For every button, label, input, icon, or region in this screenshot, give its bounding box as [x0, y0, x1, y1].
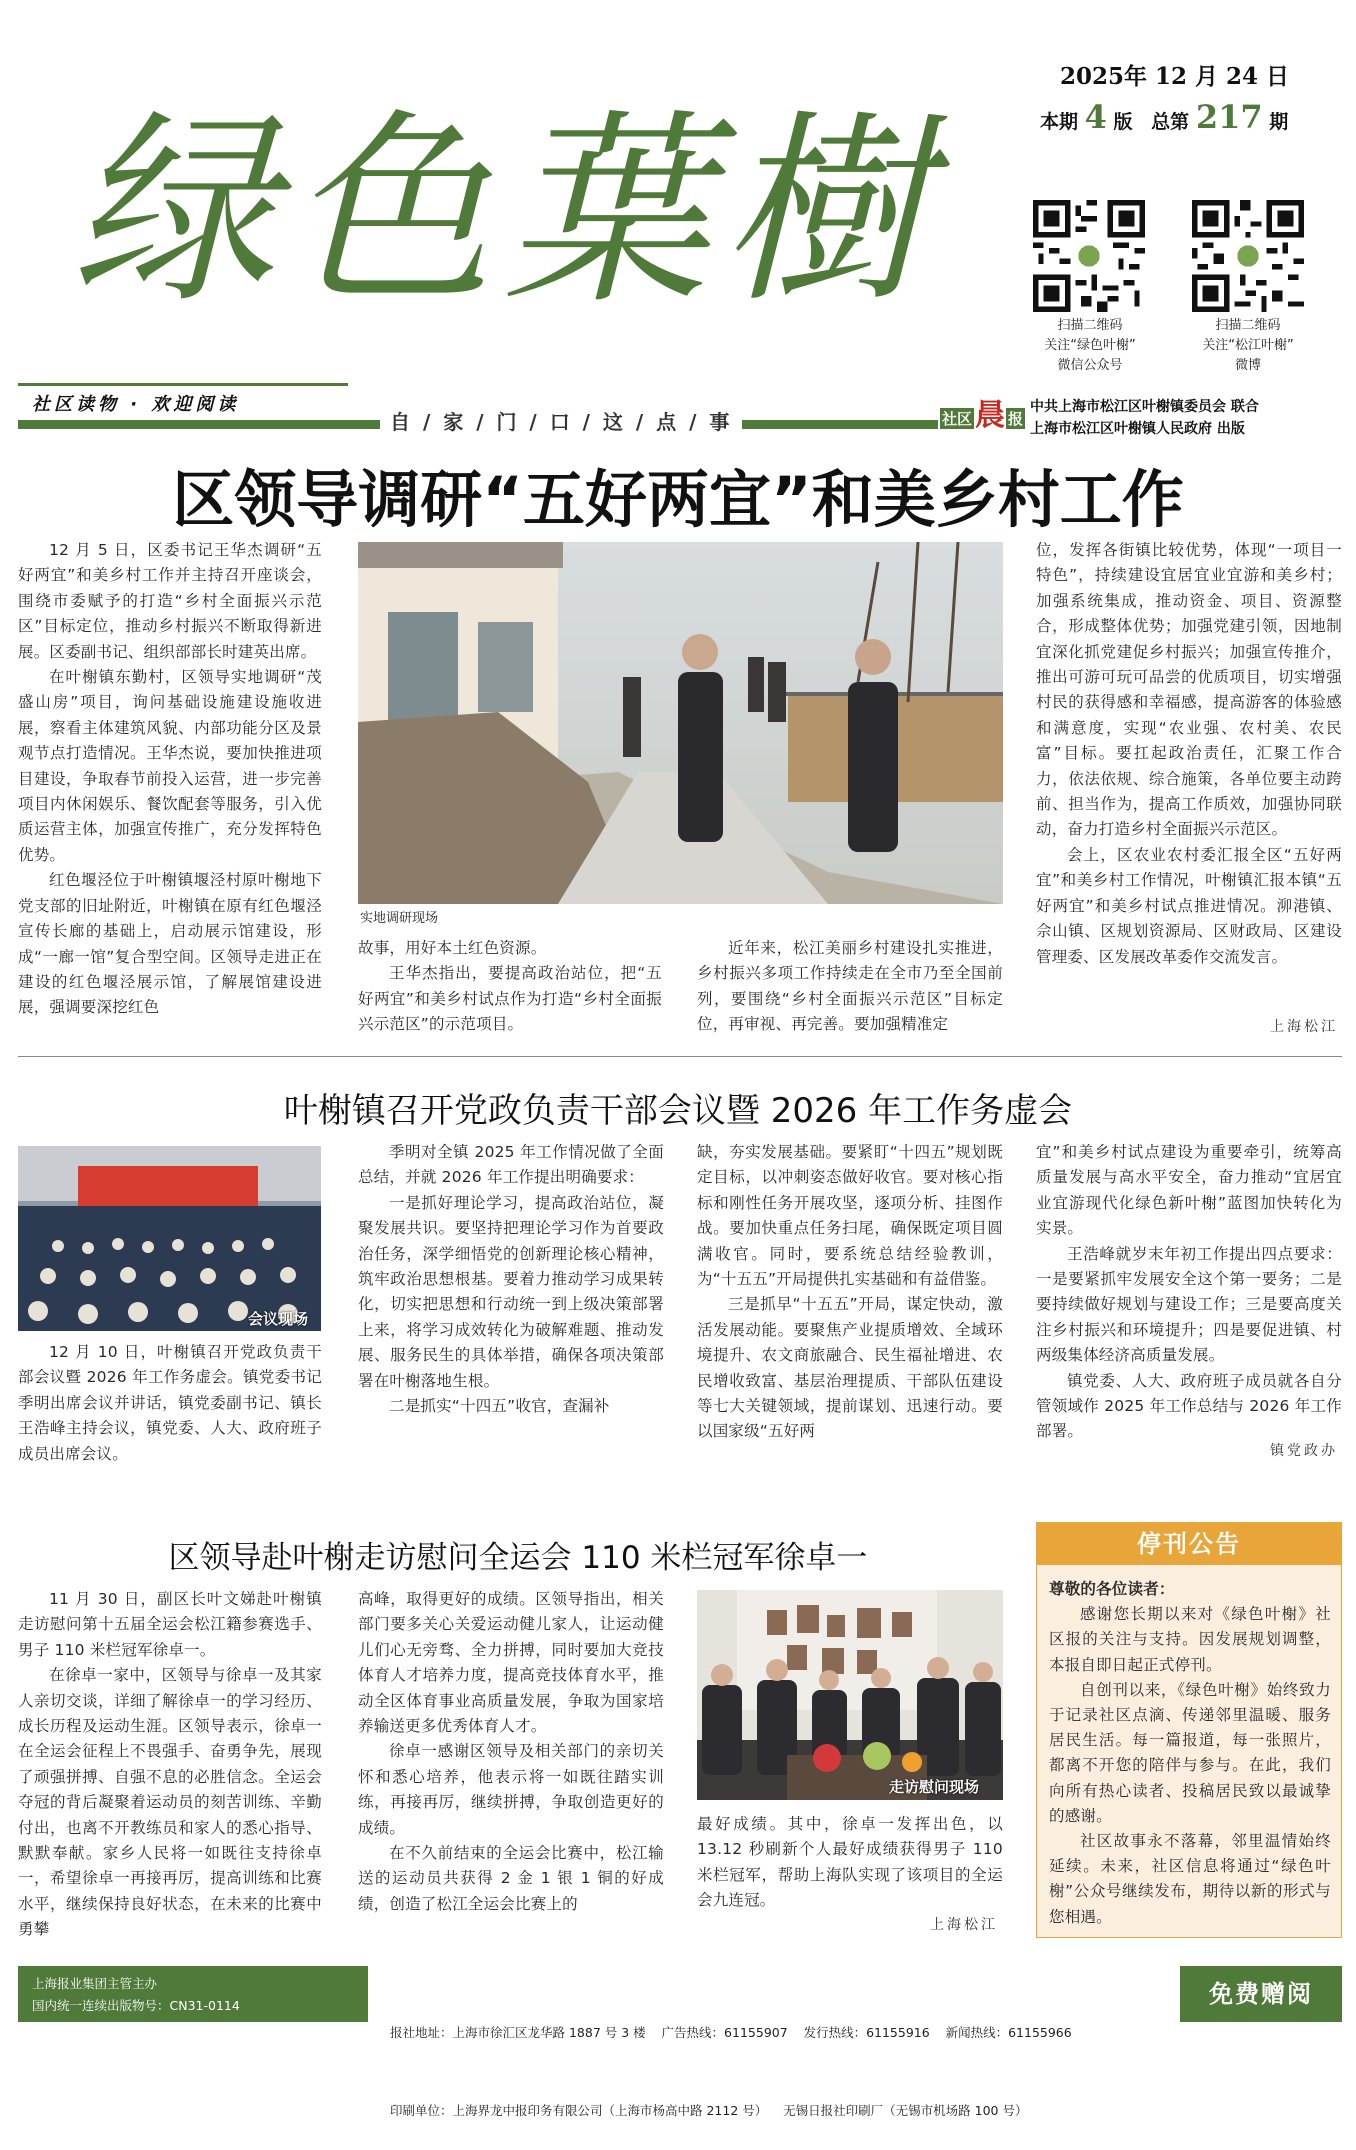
paragraph: 三是抓早“十五五”开局，谋定快动，激活发展动能。要聚焦产业提质增效、全域环境提升、农文商旅融合、民生福祉增进、农民增收致富、基层治理提质、干部队伍建设等七大关键领域，提前谋划、迅速行动。要以国家级“五好两: [697, 1295, 1003, 1441]
paragraph: 二是抓实“十四五”收官，查漏补: [389, 1397, 610, 1416]
paragraph: 近年来，松江美丽乡村建设扎实推进，乡村振兴多项工作持续走在全市乃至全国前列，要围绕“乡村全面振兴示范区”目标定位，再审视、再完善。要加强精准定: [697, 939, 1003, 1034]
paragraph: 故事，用好本土红色资源。: [358, 939, 547, 957]
footer-printer-line: 印刷单位：上海界龙中报印务有限公司（上海市杨高中路 2112 号） 无锡日报社印刷厂（无锡市机场路 100 号）: [390, 2103, 1028, 2118]
masthead-logo: [70, 92, 950, 322]
badge-b: 晨: [975, 398, 1005, 433]
qr-label-line: 微博: [1234, 358, 1261, 373]
paragraph: 在叶榭镇东勤村，区领导实地调研“茂盛山房”项目，询问基础设施建设施收进展，察看主体建筑风貌、内部功能分区及景观节点打造情况。王华杰说，要加快推进项目建设，争取春节前投入运营，进一步完善项目内休闲娱乐、餐饮配套等服务，引入优质运营主体，加强宣传推广，充分发挥特色优势。: [18, 668, 322, 864]
footer-address-line: 报社地址：上海市徐汇区龙华路 1887 号 3 楼 广告热线：61155907 发行热线：61155916 新闻热线：61155966: [390, 2025, 1072, 2040]
footer-left-line: 上海报业集团主管主办: [32, 1976, 158, 1991]
article3-col2: [358, 1587, 664, 1917]
issue-pages-unit: 版: [1113, 111, 1133, 133]
notice-greeting: 尊敬的各位读者：: [1049, 1580, 1175, 1598]
paragraph: 缺，夯实发展基础。要紧盯“十四五”规划既定目标，以冲刺姿态做好收官。要对核心指标和刚性任务开展攻坚，逐项分析、挂图作战。要加快重点任务扫尾，确保既定项目圆满收官。同时，要系统总结经验教训，为“十五五”开局提供扎实基础和有益借鉴。: [697, 1143, 1003, 1289]
article2-title: 叶榭镇召开党政负责干部会议暨 2026 年工作务虚会: [283, 1091, 1073, 1131]
article1-title: 区领导调研“五好两宜”和美乡村工作: [172, 463, 1184, 536]
divider: [18, 1056, 1342, 1057]
article2-col1: [18, 1340, 322, 1467]
footer-info: [390, 1968, 1072, 2150]
free-copy-label: 免费赠阅: [1209, 1979, 1313, 2008]
qr-label-line: 关注“绿色叶榭”: [1044, 338, 1136, 353]
badge-c: 报: [1008, 410, 1024, 428]
article1-photo: [358, 542, 1003, 904]
badge-a: 社区: [942, 410, 973, 428]
community-morning-badge: [940, 390, 1024, 434]
article3-col3: [697, 1812, 1003, 1914]
issue-total-unit: 期: [1269, 111, 1289, 133]
weibo-qr-code[interactable]: [1192, 200, 1304, 312]
article2-photo-caption: 会议现场: [248, 1310, 309, 1328]
paragraph: 高峰，取得更好的成绩。区领导指出，相关部门要多关心关爱运动健儿家人，让运动健儿们心无旁骛、全力拼搏，同时要加大竞技体育人才培养力度，提高竞技体育水平，推动全区体育事业高质量发展，争取为国家培养输送更多优秀体育人才。: [358, 1590, 664, 1736]
paragraph: 12 月 10 日，叶榭镇召开党政负责干部会议暨 2026 年工作务虚会。镇党委书记季明出席会议并讲话，镇党委副书记、镇长王浩峰主持会议，镇党委、人大、政府班子成员出席会议。: [18, 1343, 322, 1463]
publisher-line: 中共上海市松江区叶榭镇委员会 联合: [1030, 399, 1259, 415]
publisher: [1030, 396, 1259, 440]
issue-total: 217: [1195, 98, 1263, 136]
paragraph: 在徐卓一家中，区领导与徐卓一及其家人亲切交谈，详细了解徐卓一的学习经历、成长历程及运动生涯。区领导表示，徐卓一在全运会征程上不畏强手、奋勇争先，展现了顽强拼搏、自强不息的必胜信念。全运会夺冠的背后凝聚着运动员的刻苦训练、辛勤付出，也离不开教练员和家人的悉心指导、默默奉献。家乡人民将一如既往支持徐卓一，希望徐卓一再接再厉，提高训练和比赛水平，继续保持良好状态，在未来的比赛中勇攀: [18, 1666, 322, 1939]
article3-col1: [18, 1587, 322, 1943]
article1-photo-caption: 实地调研现场: [360, 911, 439, 926]
article1-col2: [358, 936, 662, 1038]
article1-source: 上海松江: [1270, 1019, 1338, 1035]
article3-title: 区领导赴叶榭走访慰问全运会 110 米栏冠军徐卓一: [168, 1540, 868, 1576]
paragraph: 季明对全镇 2025 年工作情况做了全面总结，并就 2026 年工作提出明确要求：: [358, 1143, 664, 1187]
article2-col2: [358, 1140, 664, 1419]
paragraph: 11 月 30 日，副区长叶文娣赴叶榭镇走访慰问第十五届全运会松江籍参赛选手、男子 110 米栏冠军徐卓一。: [18, 1590, 322, 1659]
paragraph: 12 月 5 日，区委书记王华杰调研“五好两宜”和美乡村工作并主持召开座谈会，围绕市委赋予的打造“乡村全面振兴示范区”目标定位，推动乡村振兴不断取得新进展。区委副书记、组织部部长时建英出席。: [18, 541, 322, 661]
article3-photo: [697, 1590, 1003, 1800]
notice-body: [1049, 1577, 1331, 1930]
paragraph: 红色堰泾位于叶榭镇堰泾村原叶榭地下党支部的旧址附近，叶榭镇在原有红色堰泾宣传长廊的基础上，启动展示馆建设，形成“一廊一馆”复合型空间。区领导走进正在建设的红色堰泾展示馆，了解展馆建设进展，强调要深挖红色: [18, 871, 322, 1017]
issue-total-prefix: 总第: [1151, 111, 1190, 133]
paragraph: 感谢您长期以来对《绿色叶榭》社区报的关注与支持。因发展规划调整，本报自即日起正式停刊。: [1049, 1605, 1331, 1674]
wechat-qr-code[interactable]: [1033, 200, 1145, 312]
footer-left-line: 国内统一连续出版物号：CN31-0114: [32, 1998, 240, 2013]
qr-label-line: 微信公众号: [1057, 358, 1123, 373]
qr-label-line: 扫描二维码: [1215, 318, 1281, 333]
qr-label-line: 关注“松江叶榭”: [1202, 338, 1294, 353]
paragraph: 位，发挥各街镇比较优势，体现“一项目一特色”，持续建设宜居宜业宜游和美乡村；加强系统集成，推动资金、项目、资源整合，形成整体优势；加强党建引领，因地制宜深化抓党建促乡村振兴；加强宣传推介，推出可游可玩可品尝的优质项目，切实增强村民的获得感和幸福感，提高游客的体验感和满意度，实现“农业强、农村美、农民富”目标。要扛起政治责任，汇聚工作合力，依法依规、综合施策，各单位要主动跨前、担当作为，提高工作质效，加强协同联动，奋力打造乡村全面振兴示范区。: [1036, 541, 1342, 839]
article2-photo: [18, 1146, 321, 1331]
masthead-rule-top: [18, 383, 348, 386]
qr-label-line: 扫描二维码: [1057, 318, 1123, 333]
article2-col4: [1036, 1140, 1342, 1445]
slogan: 社区读物 · 欢迎阅读: [32, 394, 240, 415]
article1-col3: [697, 936, 1003, 1038]
paragraph: 自创刊以来，《绿色叶榭》始终致力于记录社区点滴、传递邻里温暖、服务居民生活。每一篇报道，每一张照片，都离不开您的陪伴与参与。在此，我们向所有热心读者、投稿居民致以最诚挚的感谢。: [1049, 1680, 1331, 1825]
article3-photo-caption: 走访慰问现场: [889, 1778, 980, 1796]
paragraph: 会上，区农业农村委汇报全区“五好两宜”和美乡村工作情况，叶榭镇汇报本镇“五好两宜”和美乡村试点推进情况。泖港镇、佘山镇、区规划资源局、区财政局、区建设管理委、区发展改革委作交流发言。: [1036, 845, 1342, 966]
article2-source: 镇党政办: [1270, 1443, 1338, 1459]
masthead-logo-text: 绿色葉樹: [70, 93, 938, 322]
issue-pages: 4: [1084, 98, 1107, 136]
paragraph: 镇党委、人大、政府班子成员就各自分管领域作 2025 年工作总结与 2026 年工作部署。: [1036, 1371, 1342, 1441]
article3-source: 上海松江: [930, 1917, 998, 1933]
footer-left: [18, 1966, 368, 2022]
suspension-notice: [1036, 1522, 1342, 1938]
paragraph: 王浩峰就岁末年初工作提出四点要求：一是要紧抓牢发展安全这个第一要务；二是要持续做好规划与建设工作；三是要高度关注乡村振兴和环境提升；四是要促进镇、村两级集体经济高质量发展。: [1036, 1244, 1342, 1365]
paragraph: 王华杰指出，要提高政治站位，把“五好两宜”和美乡村试点作为打造“乡村全面振兴示范区”的示范项目。: [358, 964, 662, 1034]
paragraph: 在不久前结束的全运会比赛中，松江输送的运动员共获得 2 金 1 银 1 铜的好成绩，创造了松江全运会比赛上的: [358, 1844, 664, 1913]
article1-col1: [18, 538, 322, 1021]
issue-info: [1040, 98, 1288, 136]
paragraph: 社区故事永不落幕，邻里温情始终延续。未来，社区信息将通过“绿色叶榭”公众号继续发布，期待以新的形式与您相遇。: [1049, 1832, 1331, 1926]
masthead-title: [70, 92, 950, 322]
paragraph: 一是抓好理论学习，提高政治站位，凝聚发展共识。要坚持把理论学习作为首要政治任务，深学细悟党的创新理论核心精神，筑牢政治思想根基。要着力推动学习成果转化，切实把思想和行动统一到上级决策部署上来，将学习成效转化为破解难题、推动发展、服务民生的具体举措，确保各项决策部署在叶榭落地生根。: [358, 1193, 664, 1390]
publisher-line: 上海市松江区叶榭镇人民政府 出版: [1030, 421, 1245, 437]
article2-col3: [697, 1140, 1003, 1445]
paragraph: 宜”和美乡村试点建设为重要牵引，统筹高质量发展与高水平安全，奋力推动“宜居宜业宜游现代化绿色新叶榭”蓝图加快转化为实景。: [1036, 1143, 1342, 1238]
article1-col4: [1036, 538, 1342, 970]
issue-prefix: 本期: [1040, 111, 1079, 133]
notice-title: 停刊公告: [1037, 1523, 1341, 1565]
footer-right: [1180, 1966, 1342, 2022]
paragraph: 徐卓一感谢区领导及相关部门的亲切关怀和悉心培养，他表示将一如既往踏实训练，再接再厉，继续拼搏，争取创造更好的成绩。: [358, 1742, 664, 1837]
weibo-qr-label: [1178, 316, 1318, 376]
issue-date: 2025年 12 月 24 日: [1060, 63, 1290, 90]
paragraph: 最好成绩。其中，徐卓一发挥出色，以 13.12 秒刷新个人最好成绩获得男子 110 米栏冠军，帮助上海队实现了该项目的全运会九连冠。: [697, 1815, 1003, 1910]
section-tag: 自 / 家 / 门 / 口 / 这 / 点 / 事: [380, 406, 742, 435]
wechat-qr-label: [1020, 316, 1160, 376]
